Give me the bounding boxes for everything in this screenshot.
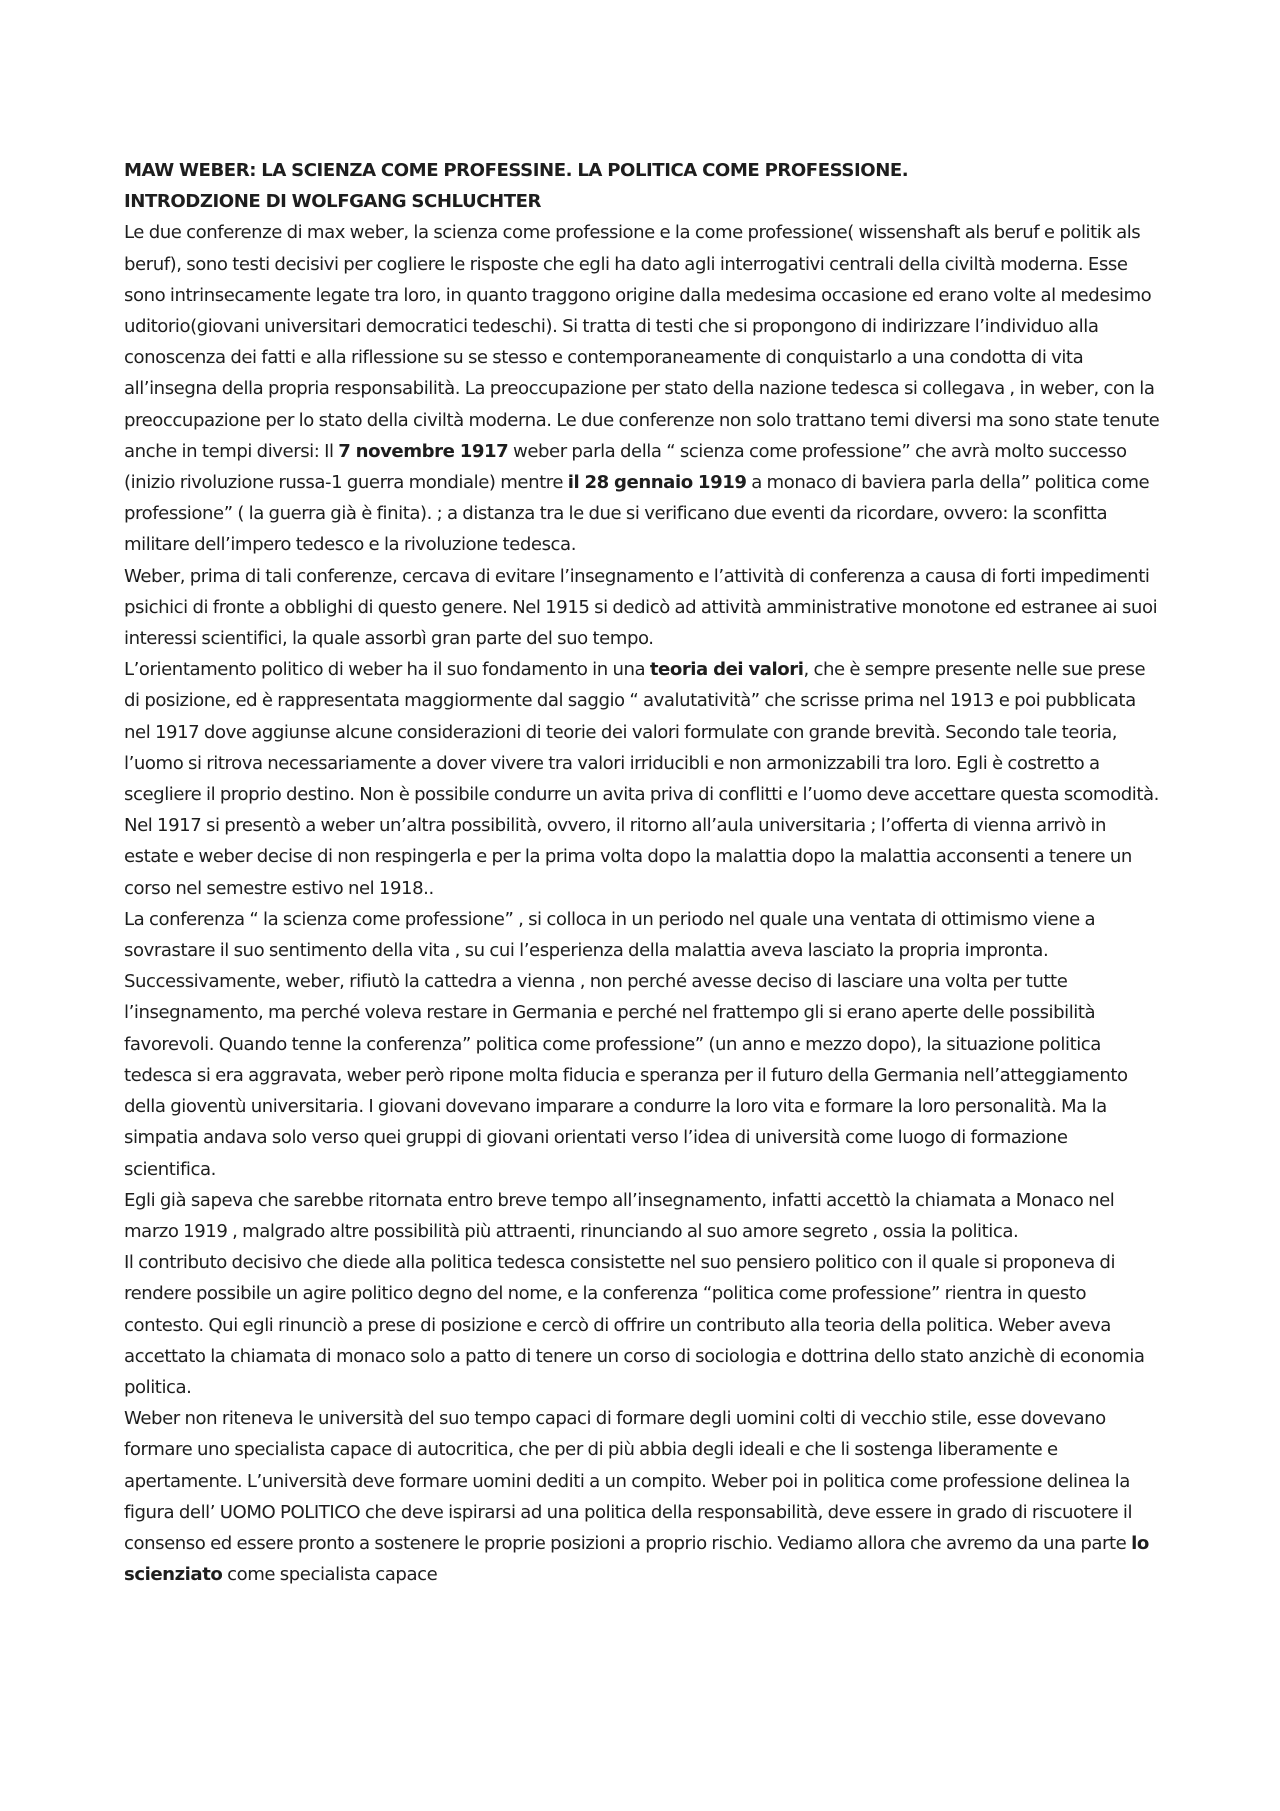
paragraph-text: Le due conferenze di max weber, la scienza come professione e la come professione( wissenshaft als beruf e politik als beruf), sono testi decisivi per cogliere le risposte che egli ha dato agli interrogativi centrali della civiltà moderna. Esse sono intrinsecamente legate tra loro, in quanto traggono origine dalla medesima occasione ed erano volte al medesimo uditorio(giovani universitari democratici tedeschi). Si tratta di testi che si propongono di indirizzare l’individuo alla conoscenza dei fatti e alla riflessione su se stesso e contemporaneamente di conquistarlo a una condotta di vita all’insegna della propria responsabilità. La preoccupazione per stato della nazione tedesca si collegava , in weber, con la preoccupazione per lo stato della civiltà moderna. Le due conferenze non solo trattano temi diversi ma sono state tenute anche in tempi diversi: Il — [124, 222, 1160, 462]
document-subtitle: INTRODZIONE DI WOLFGANG SCHLUCHTER — [124, 191, 541, 213]
paragraph-text: Weber non riteneva le università del suo tempo capaci di formare degli uomini colti di vecchio stile, esse dovevano formare uno specialista capace di autocritica, che per di più abbia degli ideali e che li sostenga liberamente e apertamente. L’università deve formare uomini dediti a un compito. Weber poi in politica come professione delinea la figura dell’ UOMO POLITICO che deve ispirarsi ad una politica della responsabilità, deve essere in grado di riscuotere il consenso ed essere pronto a sostenere le proprie posizioni a proprio rischio. Vediamo allora che avremo da una parte — [124, 1408, 1133, 1554]
paragraph-conference: La conferenza “ la scienza come professione” , si colloca in un periodo nel quale una ventata di ottimismo viene a sovrastare il suo sentimento della vita , su cui l’esperienza della malattia aveva lasciato la propria impronta. Successivamente, weber, rifiutò la cattedra a vienna , non perché avesse deciso di lasciare una volta per tutte l’insegnamento, ma perché voleva restare in Germania e perché nel frattempo gli si erano aperte delle possibilità favorevoli. Quando tenne la conferenza” politica come professione” (un anno e mezzo dopo), la situazione politica tedesca si era aggravata, weber però ripone molta fiducia e speranza per il futuro della Germania nell’atteggiamento della gioventù universitaria. I giovani dovevano imparare a condurre la loro vita e formare la loro personalità. Ma la simpatia andava solo verso quei gruppi di giovani orientati verso l’idea di università come luogo di formazione scientifica. — [124, 908, 1128, 1180]
paragraph-text: L’orientamento politico di weber ha il suo fondamento in una — [124, 659, 650, 681]
paragraph-universities — [124, 1403, 1164, 1590]
paragraph-vienna-offer: Nel 1917 si presentò a weber un’altra possibilità, ovvero, il ritorno all’aula universitaria ; l’offerta di vienna arrivò in estate e weber decise di non respingerla e per la prima volta dopo la malattia dopo la malattia acconsenti a tenere un corso nel semestre estivo nel 1918.. — [124, 815, 1132, 899]
paragraph-contribution: Il contributo decisivo che diede alla politica tedesca consistette nel suo pensiero politico con il quale si proponeva di rendere possibile un agire politico degno del nome, e la conferenza “politica come professione” rientra in questo contesto. Qui egli rinunciò a prese di posizione e cercò di offrire un contributo alla teoria della politica. Weber aveva accettato la chiamata di monaco solo a patto di tenere un corso di sociologia e dottrina dello stato anzichè di economia politica. — [124, 1252, 1145, 1398]
bold-date: 7 novembre 1917 — [338, 440, 509, 462]
paragraph-text: , che è sempre presente nelle sue prese di posizione, ed è rappresentata maggiormente dal saggio “ avalutatività” che scrisse prima nel 1913 e poi pubblicata nel 1917 dove aggiunse alcune considerazioni di teorie dei valori formulate con grande brevità. Secondo tale teoria, l’uomo si ritrova necessariamente a dover vivere tra valori irriducibli e non armonizzabili tra loro. Egli è costretto a scegliere il proprio destino. Non è possibile condurre un avita priva di conflitti e l’uomo deve accettare questa scomodità. — [124, 659, 1159, 806]
bold-date: il 28 gennaio 1919 — [567, 472, 747, 494]
paragraph-munich: Egli già sapeva che sarebbe ritornata entro breve tempo all’insegnamento, infatti accettò la chiamata a Monaco nel marzo 1919 , malgrado altre possibilità più attraenti, rinunciando al suo amore segreto , ossia la politica. — [124, 1189, 1115, 1242]
paragraph-text: a monaco di baviera parla della” politica come professione” ( la guerra già è finita). ; a distanza tra le due si verificano due eventi da ricordare, ovvero: la sconfitta militare dell’impero tedesco e la rivoluzione tedesca. — [124, 472, 1150, 556]
bold-term: lo scienziato — [124, 1532, 1149, 1586]
paragraph-teaching: Weber, prima di tali conferenze, cercava di evitare l’insegnamento e l’attività di conferenza a causa di forti impedimenti psichici di fronte a obblighi di questo genere. Nel 1915 si dedicò ad attività amministrative monotone ed estranee ai suoi interessi scientifici, la quale assorbì gran parte del suo tempo. — [124, 565, 1158, 650]
document-title: MAW WEBER: LA SCIENZA COME PROFESSINE. LA POLITICA COME PROFESSIONE. — [124, 160, 909, 181]
paragraph-intro — [124, 217, 1164, 560]
paragraph-text: weber parla della “ scienza come professione” che avrà molto successo (inizio rivoluzione russa-1 guerra mondiale) mentre — [124, 440, 1127, 494]
paragraph-values-theory — [124, 654, 1164, 810]
bold-term: teoria dei valori — [649, 659, 804, 681]
paragraph-text: come specialista capace — [222, 1564, 438, 1586]
document-body — [124, 155, 1164, 1590]
